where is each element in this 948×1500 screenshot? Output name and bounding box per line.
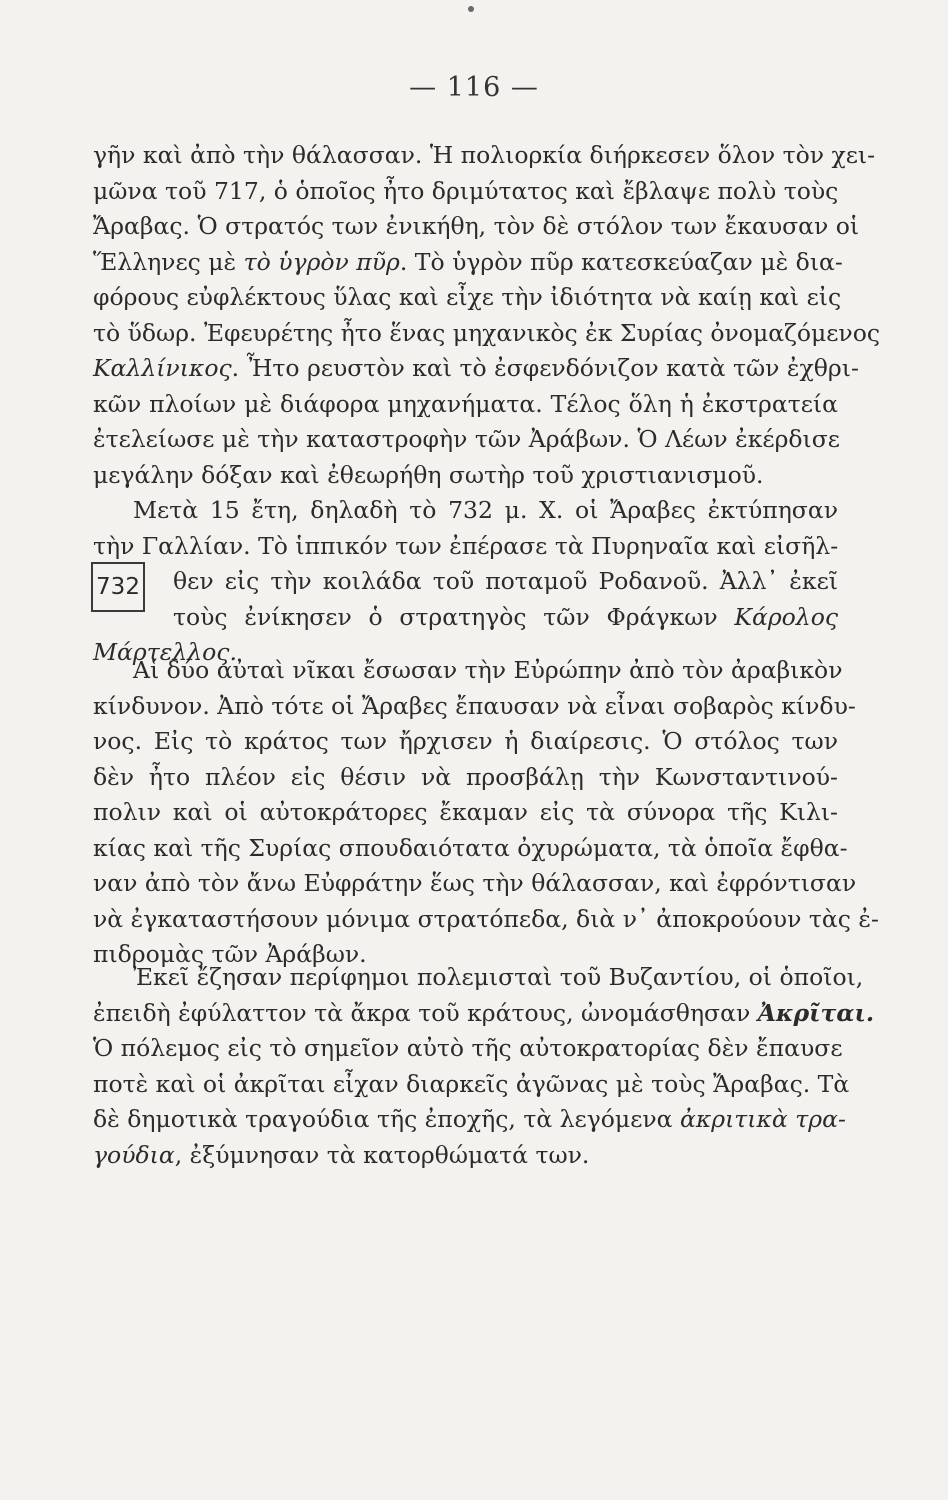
paragraph-akritai [93, 960, 874, 1173]
text-line: δὲ δημοτικὰ τραγούδια τῆς ἐποχῆς, τὰ λεγόμενα ἀκριτικὰ τρα- [93, 1105, 846, 1133]
text-line: Ὁ πόλεμος εἰς τὸ σημεῖον αὐτὸ τῆς αὐτοκρατορίας δὲν ἔπαυσε [93, 1034, 843, 1062]
text-line: τὸ ὕδωρ. Ἐφευρέτης ἦτο ἕνας μηχανικὸς ἐκ Συρίας ὀνομαζόμενος [93, 318, 881, 347]
text-line: ναν ἀπὸ τὸν ἄνω Εὐφράτην ἕως τὴν θάλασσαν, καὶ ἐφρόντισαν [93, 869, 857, 897]
italic-name: Κάρολος [734, 602, 838, 631]
text-line: ποτὲ καὶ οἱ ἀκρῖται εἶχαν διαρκεῖς ἀγῶνας μὲ τοὺς Ἄραβας. Τὰ [93, 1069, 850, 1098]
text-line: Μετὰ 15 ἔτη, δηλαδὴ τὸ 732 μ. Χ. οἱ Ἄραβες ἐκτύπησαν [133, 496, 838, 524]
text-line: πιδρομὰς τῶν Ἀράβων. [93, 940, 367, 968]
italic-term: γούδια [93, 1140, 175, 1169]
text-line: Καλλίνικος. Ἦτο ρευστὸν καὶ τὸ ἐσφενδόνιζον κατὰ τῶν ἐχθρι- [93, 354, 859, 382]
text-line: Ἄραβας. Ὁ στρατός των ἐνικήθη, τὸν δὲ στόλον των ἔκαυσαν οἱ [93, 212, 860, 240]
text-line: ἐπειδὴ ἐφύλαττον τὰ ἄκρα τοῦ κράτους, ὠνομάσθησαν Ἀκρῖται. [93, 998, 874, 1027]
text-line: Ἕλληνες μὲ τὸ ὑγρὸν πῦρ. Τὸ ὑγρὸν πῦρ κατεσκεύαζαν μὲ δια- [93, 247, 843, 276]
text-line: πολιν καὶ οἱ αὐτοκράτορες ἔκαμαν εἰς τὰ σύνορα τῆς Κιλι- [93, 798, 838, 826]
italic-term: ἀκριτικὰ τρα- [680, 1105, 846, 1133]
text-line: δὲν ἦτο πλέον εἰς θέσιν νὰ προσβάλῃ τὴν Κωνσταντινού- [93, 762, 838, 791]
text-line: θεν εἰς τὴν κοιλάδα τοῦ ποταμοῦ Ροδανοῦ. Ἀλλ᾿ ἐκεῖ [173, 567, 838, 595]
text-line: γούδια, ἐξύμνησαν τὰ κατορθώματά των. [93, 1140, 590, 1169]
text-line: ἐτελείωσε μὲ τὴν καταστροφὴν τῶν Ἀράβων. Ὁ Λέων ἐκέρδισε [93, 425, 840, 453]
page-number: — 116 — [409, 72, 539, 103]
paragraph-gaul [93, 493, 838, 671]
italic-name: Μάρτελλος. [93, 638, 237, 666]
text-line: μεγάλην δόξαν καὶ ἐθεωρήθη σωτὴρ τοῦ χριστιανισμοῦ. [93, 460, 764, 489]
paragraph-victories [93, 653, 879, 973]
text-line: φόρους εὐφλέκτους ὕλας καὶ εἶχε τὴν ἰδιότητα νὰ καίῃ καὶ εἰς [93, 283, 842, 311]
paragraph-siege [93, 138, 881, 493]
text-line: κίνδυνον. Ἀπὸ τότε οἱ Ἄραβες ἔπαυσαν νὰ εἶναι σοβαρὸς κίνδυ- [93, 691, 856, 720]
italic-name: Καλλίνικος [93, 354, 232, 382]
text-line: τοὺς ἐνίκησεν ὁ στρατηγὸς τῶν Φράγκων Κάρολος [173, 602, 838, 631]
text-line: τὴν Γαλλίαν. Τὸ ἱππικόν των ἐπέρασε τὰ Πυρηναῖα καὶ εἰσῆλ- [93, 531, 839, 560]
text-line: νὰ ἐγκαταστήσουν μόνιμα στρατόπεδα, διὰ ν᾿ ἀποκρούουν τὰς ἐ- [93, 904, 879, 933]
margin-year-box: 732 [91, 562, 145, 612]
print-speck [468, 6, 474, 12]
text-line: Αἱ δύο αὐταὶ νῖκαι ἔσωσαν τὴν Εὐρώπην ἀπὸ τὸν ἀραβικὸν [133, 656, 843, 684]
text-line: γῆν καὶ ἀπὸ τὴν θάλασσαν. Ἡ πολιορκία διήρκεσεν ὅλον τὸν χει- [93, 141, 876, 169]
text-line: κίας καὶ τῆς Συρίας σπουδαιότατα ὀχυρώματα, τὰ ὁποῖα ἔφθα- [93, 833, 848, 862]
text-line: μῶνα τοῦ 717, ὁ ὁποῖος ἦτο δριμύτατος καὶ ἔβλαψε πολὺ τοὺς [93, 176, 839, 205]
italic-term: τὸ ὑγρὸν πῦρ [243, 247, 400, 276]
text-line: Ἐκεῖ ἔζησαν περίφημοι πολεμισταὶ τοῦ Βυζαντίου, οἱ ὁποῖοι, [133, 963, 864, 991]
text-line: νος. Εἰς τὸ κράτος των ἤρχισεν ἡ διαίρεσις. Ὁ στόλος των [93, 727, 838, 755]
bold-italic-term: Ἀκρῖται. [757, 998, 874, 1027]
text-line: κῶν πλοίων μὲ διάφορα μηχανήματα. Τέλος ὅλη ἡ ἐκστρατεία [93, 389, 838, 418]
